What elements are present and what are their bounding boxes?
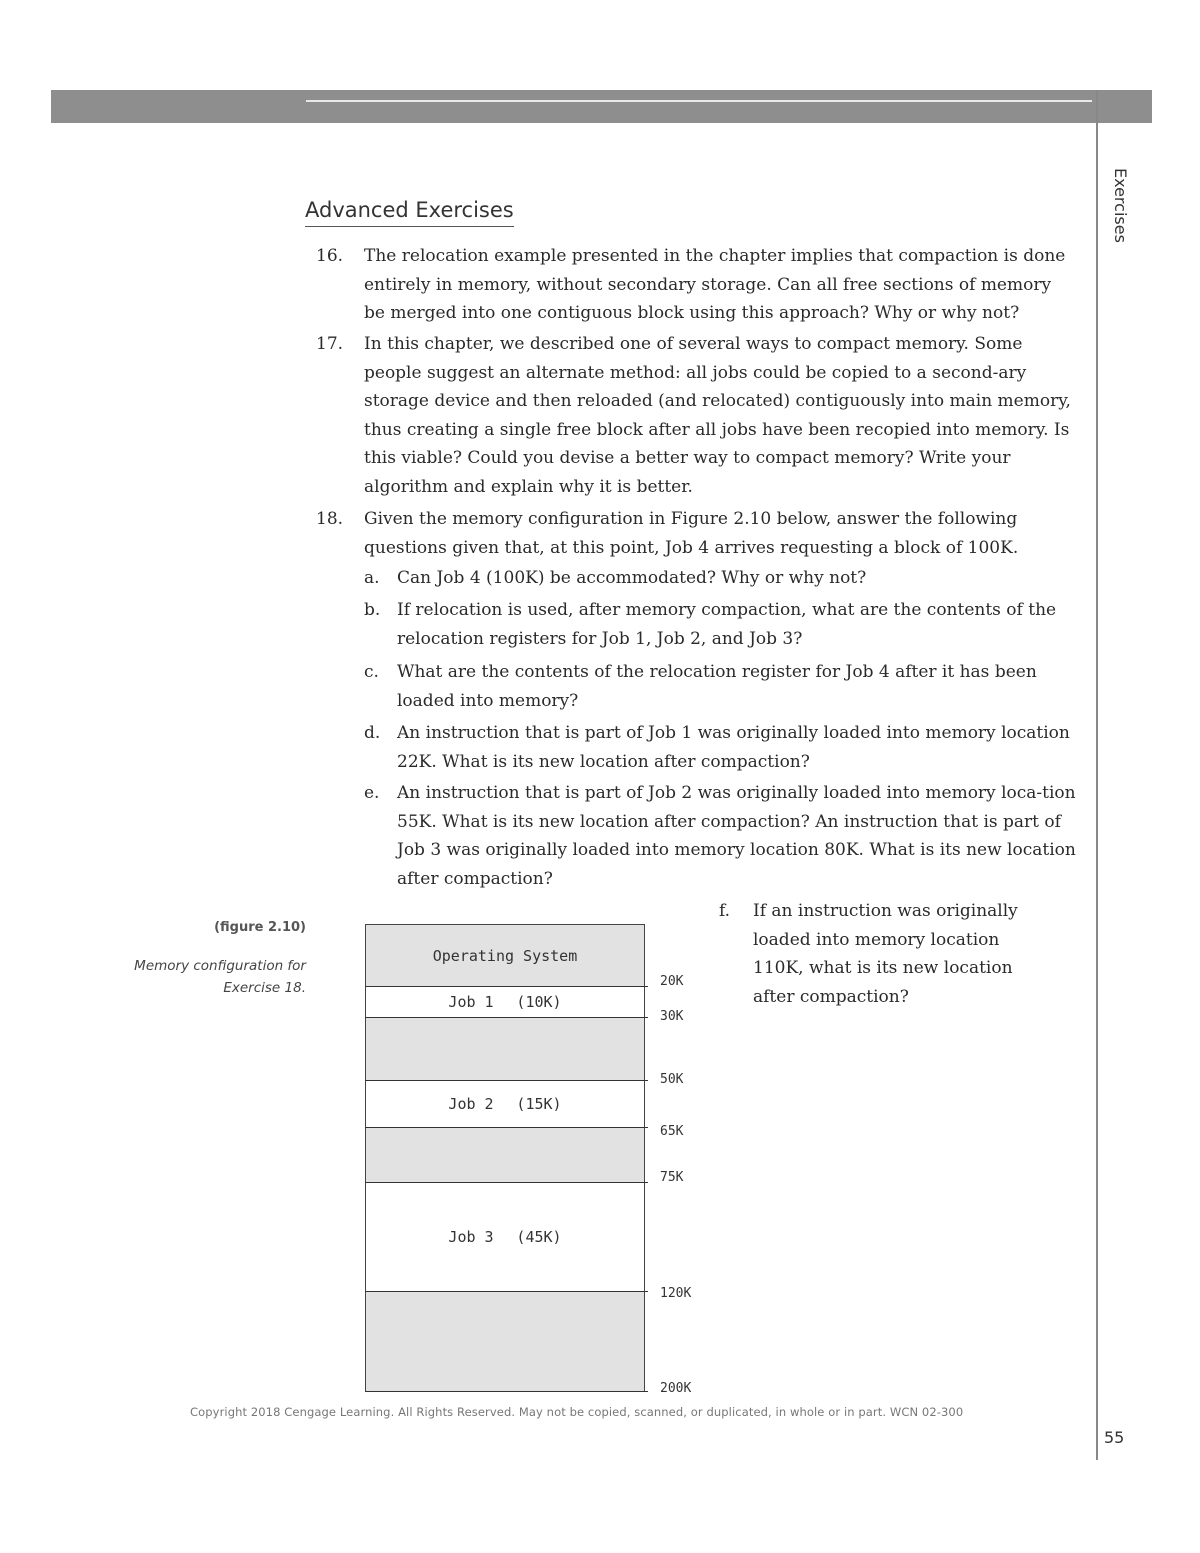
address-label: 75K [660, 1170, 684, 1185]
figure-caption-line: Memory configuration for [134, 958, 306, 974]
side-tab-label: Exercises [1111, 168, 1130, 243]
operating-system-block [365, 924, 645, 986]
block-size: (10K) [516, 992, 562, 1011]
copyright-notice: Copyright 2018 Cengage Learning. All Rights Reserved. May not be copied, scanned, or duplicated, in whole or in part. WCN 02-300 [190, 1405, 964, 1419]
header-rule [306, 100, 1092, 102]
subquestion-c [364, 658, 1076, 715]
address-label: 20K [660, 974, 684, 989]
subquestion-text: An instruction that is part of Job 2 was originally loaded into memory loca-tion 55K. What is its new location after compaction? An instruction that is part of Job 3 was originally loaded into memory location 80K. What is its new location after compaction? [397, 783, 1076, 889]
boundary-line [365, 986, 648, 987]
job-1-block [365, 986, 645, 1017]
boundary-line [365, 1182, 648, 1183]
question-18 [316, 505, 1076, 562]
block-size: (45K) [516, 1227, 562, 1246]
question-text: Given the memory configuration in Figure 2.10 below, answer the following questions given that, at this point, Job 4 arrives requesting a block of 100K. [364, 509, 1019, 558]
page-number: 55 [1104, 1428, 1125, 1447]
block-label: Operating System [432, 946, 578, 965]
question-number: 16. [316, 246, 344, 266]
subquestion-text: If an instruction was originally loaded into memory location 110K, what is its new location after compaction? [753, 901, 1018, 1007]
header-bar [51, 90, 1152, 123]
address-label: 50K [660, 1072, 684, 1087]
job-2-block [365, 1080, 645, 1127]
subquestion-letter: c. [364, 662, 379, 682]
free-block [365, 1127, 645, 1182]
subquestion-d [364, 719, 1076, 776]
subquestion-letter: a. [364, 568, 380, 588]
subquestion-text: Can Job 4 (100K) be accommodated? Why or why not? [397, 568, 867, 588]
question-17 [316, 330, 1076, 501]
figure-caption [100, 955, 306, 999]
subquestion-b [364, 596, 1076, 653]
subquestion-text: An instruction that is part of Job 1 was originally loaded into memory location 22K. What is its new location after compaction? [397, 723, 1070, 772]
subquestion-letter: b. [364, 600, 381, 620]
subquestion-e [364, 779, 1080, 893]
free-block [365, 1017, 645, 1080]
subquestion-text: What are the contents of the relocation register for Job 4 after it has been loaded into memory? [397, 662, 1037, 711]
address-label: 200K [660, 1381, 692, 1396]
boundary-line [365, 1291, 648, 1292]
subquestion-f [719, 897, 1039, 1011]
block-label: Job 3 [448, 1227, 494, 1246]
free-block [365, 1291, 645, 1392]
subquestion-letter: e. [364, 783, 380, 803]
question-number: 17. [316, 334, 344, 354]
boundary-line [365, 1391, 648, 1392]
figure-label: (figure 2.10) [214, 920, 306, 935]
address-label: 30K [660, 1009, 684, 1024]
subquestion-text: If relocation is used, after memory compaction, what are the contents of the relocation registers for Job 1, Job 2, and Job 3? [397, 600, 1057, 649]
subquestion-letter: f. [719, 901, 731, 921]
question-text: The relocation example presented in the chapter implies that compaction is done entirely in memory, without secondary storage. Can all free sections of memory be merged into one contiguous block using this approach? Why or why not? [364, 246, 1066, 323]
block-label: Job 1 [448, 992, 494, 1011]
figure-caption-line: Exercise 18. [223, 980, 306, 996]
question-number: 18. [316, 509, 344, 529]
boundary-line [365, 1127, 648, 1128]
subquestion-letter: d. [364, 723, 381, 743]
block-label: Job 2 [448, 1094, 494, 1113]
block-size: (15K) [516, 1094, 562, 1113]
question-text: In this chapter, we described one of several ways to compact memory. Some people suggest an alternate method: all jobs could be copied to a second-ary storage device and then reloaded (and relocated) contiguously into main memory, thus creating a single free block after all jobs have been recopied into memory. Is this viable? Could you devise a better way to compact memory? Write your algorithm and explain why it is better. [364, 334, 1071, 497]
boundary-line [365, 1080, 648, 1081]
address-label: 120K [660, 1286, 692, 1301]
address-label: 65K [660, 1124, 684, 1139]
margin-rule [1096, 90, 1098, 1460]
boundary-line [365, 1017, 648, 1018]
question-16 [316, 242, 1076, 328]
subquestion-a [364, 564, 1076, 593]
job-3-block [365, 1182, 645, 1291]
section-title: Advanced Exercises [305, 197, 514, 227]
